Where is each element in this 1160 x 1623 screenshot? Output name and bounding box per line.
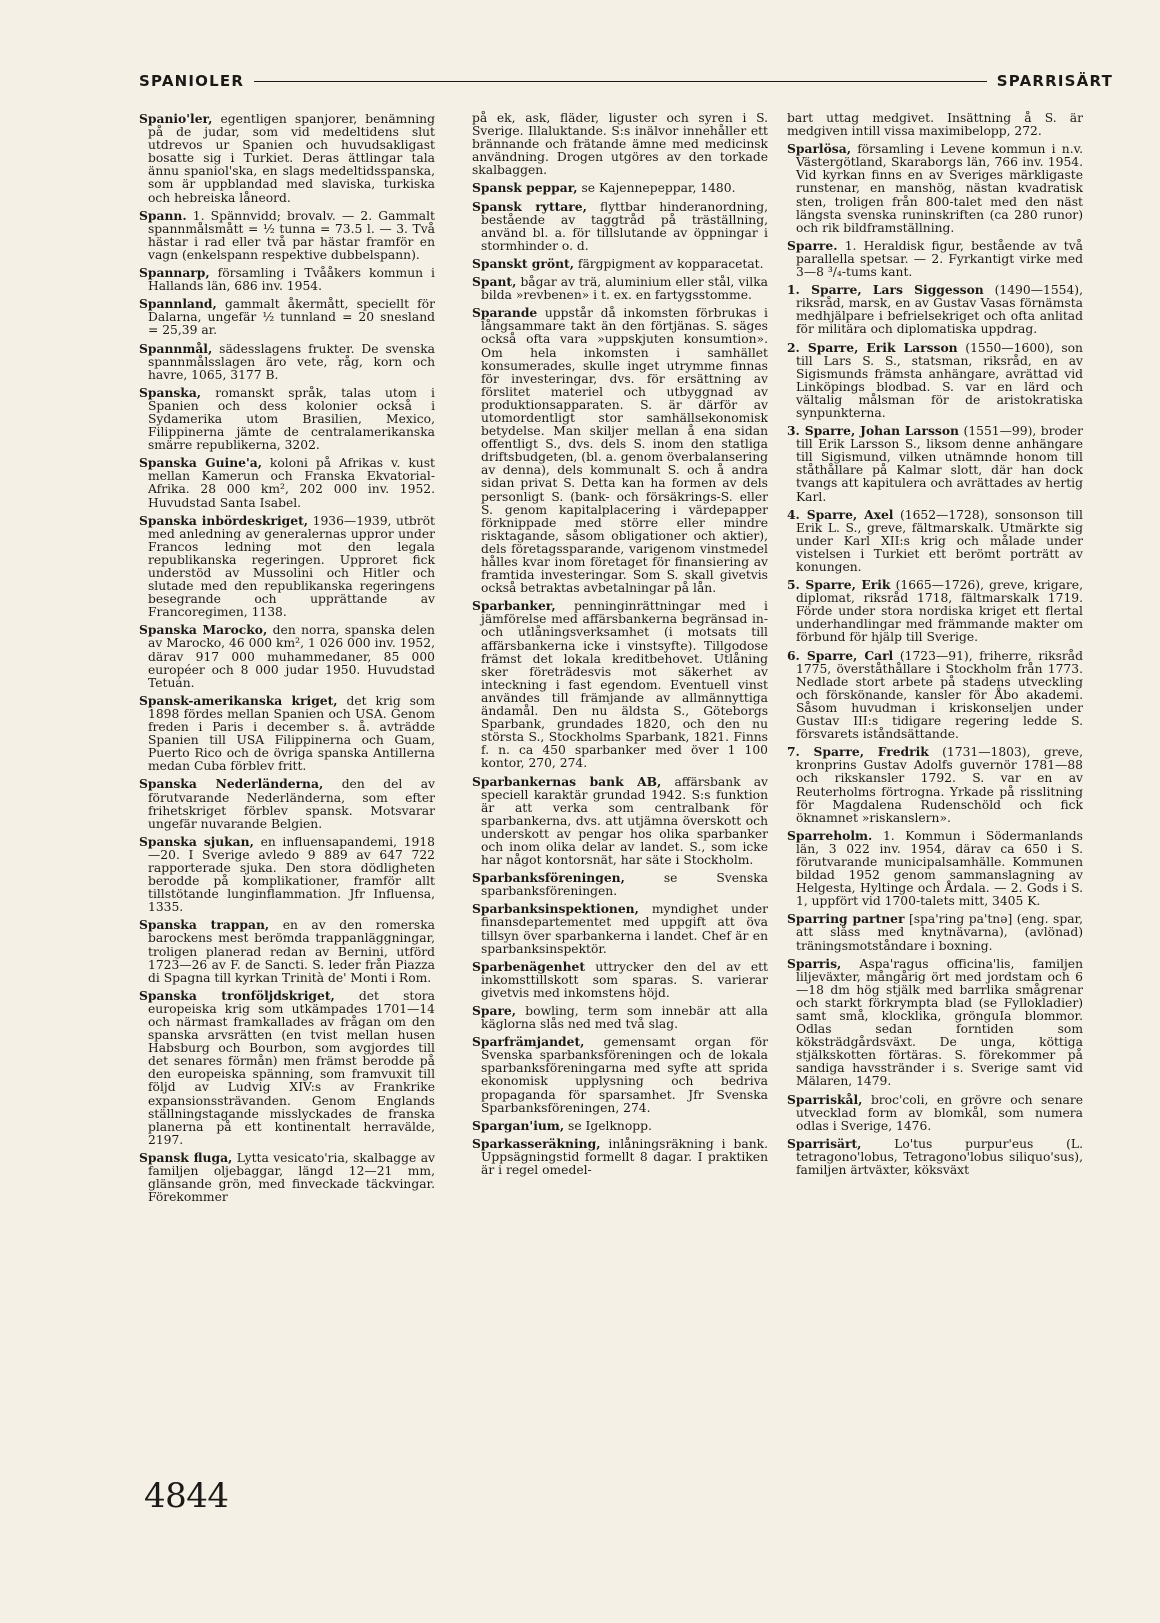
entry-term: Spansk peppar, — [472, 180, 578, 196]
page-number: 4844 — [144, 1476, 229, 1516]
dictionary-entry — [472, 1119, 768, 1133]
entry-term: Spannmål, — [139, 340, 213, 356]
entry-term: 7. Sparre, Fredrik — [787, 744, 929, 760]
entry-term: Spansk fluga, — [139, 1149, 233, 1165]
header-left-word: SPANIOLER — [139, 72, 245, 90]
entry-text: Lytta vesicato'ria, skalbagge av familjen oljebaggar, längd 12—21 mm, glänsande grön, med finveckade täckvingar. Förekommer — [148, 1150, 435, 1205]
entry-term: 3. Sparre, Johan Larsson — [787, 423, 959, 439]
entry-text: se Kajennepeppar, 1480. — [581, 181, 736, 196]
dictionary-entry — [787, 1093, 1083, 1133]
entry-text: församling i Levene kommun i n.v. Västergötland, Skaraborgs län, 766 inv. 1954. Vid kyrkan finns en av Sveriges märkligaste runstenar, en manshög, nästan kvadratisk sten, troligen från 800-talet med den näst längsta svenska runinskriften (ca 280 runor) och rik bildframställning. — [796, 142, 1083, 235]
dictionary-entry — [787, 112, 1083, 138]
dictionary-entry — [787, 424, 1083, 504]
column-1 — [139, 112, 435, 1208]
entry-term: Spanska inbördeskriget, — [139, 512, 309, 528]
entry-term: Sparre. — [787, 237, 838, 253]
dictionary-entry — [472, 112, 768, 177]
entry-term: Sparlösa, — [787, 141, 851, 157]
entry-text: 1. Heraldisk figur, bestående av två parallella spetsar. — 2. Fyrkantigt virke med 3—8 ³/₄-tums kant. — [796, 238, 1083, 280]
dictionary-entry — [139, 209, 435, 262]
entry-term: Sparris, — [787, 955, 842, 971]
dictionary-entry — [787, 1137, 1083, 1177]
dictionary-entry — [139, 989, 435, 1147]
entry-text: på ek, ask, fläder, liguster och syren i S. Sverige. Illaluktande. S:s inälvor innehåller ett brännande och frätande ämne med medicinsk användning. Drogen utgöres av den torkade skalbaggen. — [472, 111, 768, 178]
entry-text: se Igelknopp. — [568, 1118, 652, 1133]
entry-term: Spansk ryttare, — [472, 198, 587, 214]
dictionary-entry — [139, 112, 435, 205]
entry-term: Spann. — [139, 207, 187, 223]
dictionary-entry — [472, 1004, 768, 1031]
dictionary-entry — [472, 200, 768, 253]
entry-text: 1. Kommun i Södermanlands län, 3 022 inv. 1954, därav ca 650 i S. förutvarande municipalsamhälle. Kommunen bildad 1952 genom sammanslagning av Helgesta, Hyltinge och Årdala. — 2. Gods i S. 1, uppfört vid 1700-talets mitt, 3405 K. — [796, 828, 1083, 909]
dictionary-entry — [472, 775, 768, 868]
entry-text: (1551—99), broder till Erik Larsson S., liksom denne anhängare till Sigismund, vilken utnämnde honom till ståthållare på Kalmar slott, där han dock tvangs att kapitulera och avrättades av hertig Karl. — [796, 424, 1083, 504]
entry-term: Spanska trappan, — [139, 917, 270, 933]
entry-text: flyttbar hinderanordning, bestående av taggtråd på träställning, använd bl. a. för tillslutande av öppningar i stormhinder o. d. — [481, 199, 768, 253]
entry-text: en influensapandemi, 1918—20. I Sverige avledo 9 889 av 647 722 rapporterade sjuka. Den stora dödligheten berodde på komplikationer, framför allt tillstötande lunginflammation. Jfr Influensa, 1335. — [148, 834, 435, 915]
entry-term: Spansk-amerikanska kriget, — [139, 692, 338, 708]
dictionary-entry — [472, 1137, 768, 1177]
entry-text: bart uttag medgivet. Insättning å S. är medgiven intill vissa maximibelopp, 272. — [787, 111, 1083, 139]
entry-text: uppstår då inkomsten förbrukas i långsammare takt än den förtjänas. S. säges också ofta vara »uppskjuten konsumtion». Om hela inkomsten i samhället konsumerades, skulle inget utrymme finnas för investeringar, dvs. för ersättning av förslitet materiel och utbyggnad av produktionsapparaten. S. är därför av utomordentligt stor samhällsekonomisk betydelse. Man skiljer mellan å ena sidan offentligt S., dvs. dels S. inom den statliga driftsbudgeten, (bl. a. genom överbalansering av denna), dels kommunalt S. och å andra sidan privat S. Detta kan ha formen av dels personligt S. (bank- och försäkrings-S. eller S. genom kapitalplacering i värdepapper förknippade med större eller mindre risktagande, såsom obligationer och aktier), dels företagssparande, varigenom vinstmedel hålles kvar inom företaget för finansiering av framtida investeringar. Som S. skall givetvis också betraktas avbetalningar på lån. — [481, 306, 768, 596]
dictionary-entry — [472, 257, 768, 271]
entry-text: myndighet under finansdepartementet med uppgift att öva tillsyn över sparbankerna i landet. Chef är en sparbanksinspektör. — [481, 902, 768, 956]
entry-term: Sparring partner — [787, 911, 905, 927]
entry-text: broc'coli, en grövre och senare utvecklad form av blomkål, som numera odlas i Sverige, 1476. — [796, 1092, 1083, 1133]
column-3 — [787, 112, 1083, 1181]
entry-term: Spannland, — [139, 296, 217, 312]
entry-text: uttrycker den del av ett inkomsttillskott som sparas. S. varierar givetvis med inkomstens höjd. — [481, 959, 768, 1000]
dictionary-entry — [787, 239, 1083, 279]
entry-text: (1652—1728), sonsonson till Erik L. S., greve, fältmarskalk. Utmärkte sig under Karl XII:s krig och målade under vistelsen i Turkiet ett berömt porträtt av konungen. — [796, 507, 1083, 574]
entry-term: Sparbanker, — [472, 598, 556, 614]
column-2 — [472, 112, 768, 1181]
entry-term: Spant, — [472, 274, 517, 290]
entry-term: Spanska sjukan, — [139, 833, 254, 849]
entry-term: Sparbanksföreningen, — [472, 870, 625, 886]
entry-text: bågar av trä, aluminium eller stål, vilka bilda »revbenen» i t. ex. en fartygsstomme. — [481, 275, 768, 303]
dictionary-entry — [139, 297, 435, 337]
dictionary-entry — [787, 341, 1083, 421]
entry-text: Lo'tus purpur'eus (L. tetragono'lobus, Tetragono'lobus siliquo'sus), familjen ärtväxter, köksväxt — [796, 1136, 1083, 1178]
entry-text: (1723—91), friherre, riksråd 1775, överståthållare i Stockholm från 1773. Nedlade stort arbete på stadens utveckling och förskönande, kansler för Åbo akademi. Såsom huvudman i kriskonseljen under Gustav III:s tidigare regering ledde S. försvarets iståndsättande. — [796, 648, 1083, 742]
dictionary-entry — [139, 1151, 435, 1204]
entry-term: Sparkasseräkning, — [472, 1135, 601, 1151]
dictionary-entry — [139, 456, 435, 509]
entry-term: Sparrisärt, — [787, 1135, 862, 1151]
entry-text: den norra, spanska delen av Marocko, 46 000 km², 1 026 000 inv. 1952, därav 917 000 muhammedaner, 85 000 européer och 8 000 judar 1950. Huvudstad Tetuán. — [148, 623, 435, 690]
entry-term: 1. Sparre, Lars Siggesson — [787, 282, 984, 298]
dictionary-entry — [787, 508, 1083, 574]
dictionary-entry — [139, 694, 435, 774]
dictionary-entry — [472, 871, 768, 898]
entry-text: det stora europeiska krig som utkämpades 1701—14 och närmast framkallades av frågan om den spanska arvsrätten (en tvist mellan husen Habsburg och Bourbon, som avgjordes till det senares förmån) men främst berodde på den europeiska spänning, som framvuxit till följd av Ludvig XIV:s av Frankrike expansionssträvanden. Genom Englands ställningstagande misslyckades de franska planerna på ett kontinentalt herravälde, 2197. — [148, 988, 435, 1147]
dictionary-entry — [787, 957, 1083, 1089]
entry-term: Spanio'ler, — [139, 111, 213, 126]
dictionary-entry — [787, 578, 1083, 644]
entry-text: en av den romerska barockens mest berömda trappanläggningar, troligen planerad redan av Bernini, utförd 1723—26 av F. de Sancti. S. leder från Piazza di Spagna till kyrkan Trinità de' Monti i Rom. — [148, 918, 435, 985]
entry-term: Sparbenägenhet — [472, 958, 586, 974]
entry-term: Spanska tronföljdskriget, — [139, 987, 335, 1003]
entry-term: Sparbankernas bank AB, — [472, 773, 662, 789]
dictionary-entry — [139, 386, 435, 452]
entry-term: Sparfrämjandet, — [472, 1034, 585, 1050]
entry-text: (1490—1554), riksråd, marsk, en av Gustav Vasas förnämsta medhjälpare i befrielsekriget och ofta anlitad för militära och diplomatiska uppdrag. — [796, 283, 1083, 337]
dictionary-entry — [139, 623, 435, 689]
dictionary-entry — [787, 283, 1083, 336]
entry-text: 1936—1939, utbröt med anledning av generalernas uppror under Francos ledning mot den legala republikanska regeringen. Upproret fick understöd av Mussolini och Hitler och slutade med den republikanska regeringens besegrande och upprättande av Francoregimen, 1138. — [148, 513, 435, 620]
dictionary-entry — [139, 266, 435, 293]
header-rule — [254, 81, 987, 82]
entry-text: egentligen spanjorer, benämning på de judar, som vid medeltidens slut utdrevos ur Spanien och huvudsakligast bosatte sig i Turkiet. Deras ättlingar tala ännu spaniol'ska, en slags medeltidsspanska, som är uppblandad med slaviska, turkiska och hebreiska låneord. — [148, 112, 435, 205]
entry-term: Sparande — [472, 305, 538, 321]
entry-text: församling i Tvååkers kommun i Hallands län, 686 inv. 1954. — [148, 266, 435, 294]
entry-text: Aspa'ragus officina'lis, familjen liljeväxter, mångårig ört med jordstam och 6—18 dm hög stjälk med barrlika smågrenar och starkt förkrympta blad (se Fyllokladier) samt små, klocklika, grönguIa blommor. Odlas sedan forntiden som köksträdgårdsväxt. De unga, köttiga stjälkskotten förtäras. S. förekommer på sandiga havsstränder i s. Sverige samt vid Mälaren, 1479. — [796, 956, 1083, 1089]
entry-term: Spannarp, — [139, 265, 210, 281]
entry-term: Spanska Nederländerna, — [139, 776, 324, 792]
dictionary-entry — [787, 745, 1083, 825]
entry-term: Sparriskål, — [787, 1091, 863, 1107]
entry-text: romanskt språk, talas utom i Spanien och dess kolonier också i Sydamerika utom Brasilien, Mexico, Filippinerna jämte de centralamerikanska smärre republikerna, 3202. — [148, 385, 435, 453]
entry-term: 6. Sparre, Carl — [787, 647, 894, 663]
entry-text: penninginrättningar med i jämförelse med affärsbankerna begränsad in- och utlåningsverksamhet (i motsats till affärsbankerna icke i vinstsyfte). Tillgodose främst det lokala kreditbehovet. Utlåning sker företrädesvis mot säkerhet av inteckning i fast egendom. Eventuell vinst användes till främjande av allmännyttiga ändamål. Den nu äldsta S., Göteborgs Sparbank, grundades 1820, och den nu största S., Stockholms Sparbank, 1821. Finns f. n. ca 450 sparbanker med över 1 100 kontor, 270, 274. — [481, 599, 768, 771]
entry-term: Spanska Marocko, — [139, 622, 268, 638]
entry-text: den del av förutvarande Nederländerna, som efter frihetskriget förblev spansk. Motsvarar ungefär nuvarande Belgien. — [148, 777, 435, 831]
entry-text: gammalt åkermått, speciellt för Dalarna, ungefär ½ tunnland = 20 snesland = 25,39 ar. — [148, 297, 435, 338]
entry-text: koloni på Afrikas v. kust mellan Kamerun och Franska Ekvatorial-Afrika. 28 000 km², 202 000 inv. 1952. Huvudstad Santa Isabel. — [148, 456, 435, 510]
dictionary-entry — [139, 777, 435, 830]
entry-text: gemensamt organ för Svenska sparbanksföreningen och de lokala sparbanksföreningarna med syfte att sprida ekonomisk upplysning och bedriva propaganda för sparsamhet. Jfr Svenska Sparbanksföreningen, 274. — [481, 1035, 768, 1115]
entry-text: [spa'ring pa'tnə] (eng. spar, att slåss med knytnävarna), (avlönad) träningsmotståndare i boxning. — [796, 912, 1083, 953]
dictionary-entry — [472, 960, 768, 1000]
entry-text: sädesslagens frukter. De svenska spannmålsslagen äro vete, råg, korn och havre, 1065, 3177 B. — [148, 341, 435, 382]
dictionary-entry — [139, 835, 435, 915]
entry-term: Spanskt grönt, — [472, 255, 574, 271]
dictionary-entry — [472, 1035, 768, 1115]
entry-term: 4. Sparre, Axel — [787, 506, 894, 522]
dictionary-entry — [472, 275, 768, 302]
entry-term: Sparreholm. — [787, 827, 873, 843]
entry-text: (1665—1726), greve, krigare, diplomat, riksråd 1718, fältmarskalk 1719. Förde under stora nordiska kriget ett flertal underhandlingar med främmande makter om förbund för hjälp till Sverige. — [796, 578, 1083, 645]
dictionary-entry — [472, 599, 768, 770]
dictionary-entry — [472, 902, 768, 955]
entry-text: inlåningsräkning i bank. Uppsägningstid formellt 8 dagar. I praktiken är i regel omedel- — [481, 1136, 768, 1178]
entry-term: 5. Sparre, Erik — [787, 577, 891, 593]
entry-text: (1731—1803), greve, kronprins Gustav Adolfs guvernör 1781—88 och rikskansler 1792. S. var en av Reuterholms förtrogna. Yrkade på risslitning för Magdalena Rudenschöld och fick öknamnet »riskanslern». — [796, 745, 1083, 825]
dictionary-entry — [472, 181, 768, 195]
dictionary-entry — [787, 829, 1083, 909]
running-header — [139, 68, 1113, 94]
dictionary-entry — [139, 514, 435, 620]
dictionary-entry — [139, 342, 435, 382]
entry-term: Spanska Guine'a, — [139, 455, 262, 471]
entry-text: (1550—1600), son till Lars S. S., statsman, riksråd, en av Sigismunds främsta anhängare, avrättad vid Linköpings blodbad. S. var en lärd och vältalig målsman för de aristokratiska synpunkterna. — [796, 340, 1083, 420]
entry-term: Spargan'ium, — [472, 1117, 565, 1133]
dictionary-entry — [787, 912, 1083, 952]
dictionary-entry — [139, 918, 435, 984]
entry-text: 1. Spännvidd; brovalv. — 2. Gammalt spannmålsmått = ½ tunna = 73.5 l. — 3. Två hästar i rad eller två par hästar framför en vagn (enkelspann respektive dubbelspann). — [148, 208, 435, 262]
header-right-word: SPARRISÄRT — [996, 72, 1113, 90]
entry-text: se Svenska sparbanksföreningen. — [481, 871, 768, 899]
dictionary-entry — [787, 649, 1083, 742]
entry-term: Spanska, — [139, 384, 202, 400]
entry-text: affärsbank av speciell karaktär grundad 1942. S:s funktion är att verka som centralbank för sparbankerna, dvs. att utjämna överskott och underskott av pengar hos olika sparbanker och inom olika delar av landet. S., som icke har något kontorsnät, har säte i Stockholm. — [481, 774, 768, 868]
dictionary-entry — [472, 306, 768, 595]
entry-term: Sparbanksinspektionen, — [472, 901, 639, 917]
entry-text: färgpigment av kopparacetat. — [577, 256, 764, 271]
entry-term: Spare, — [472, 1003, 517, 1018]
entry-term: 2. Sparre, Erik Larsson — [787, 339, 958, 355]
dictionary-entry — [787, 142, 1083, 235]
entry-text: bowling, term som innebär att alla käglorna slås ned med två slag. — [481, 1004, 768, 1032]
entry-text: det krig som 1898 fördes mellan Spanien och USA. Genom freden i Paris i december s. å. avträdde Spanien till USA Filippinerna och Guam, Puerto Rico och de övriga spanska Antillerna medan Cuba förblev fritt. — [148, 693, 435, 774]
